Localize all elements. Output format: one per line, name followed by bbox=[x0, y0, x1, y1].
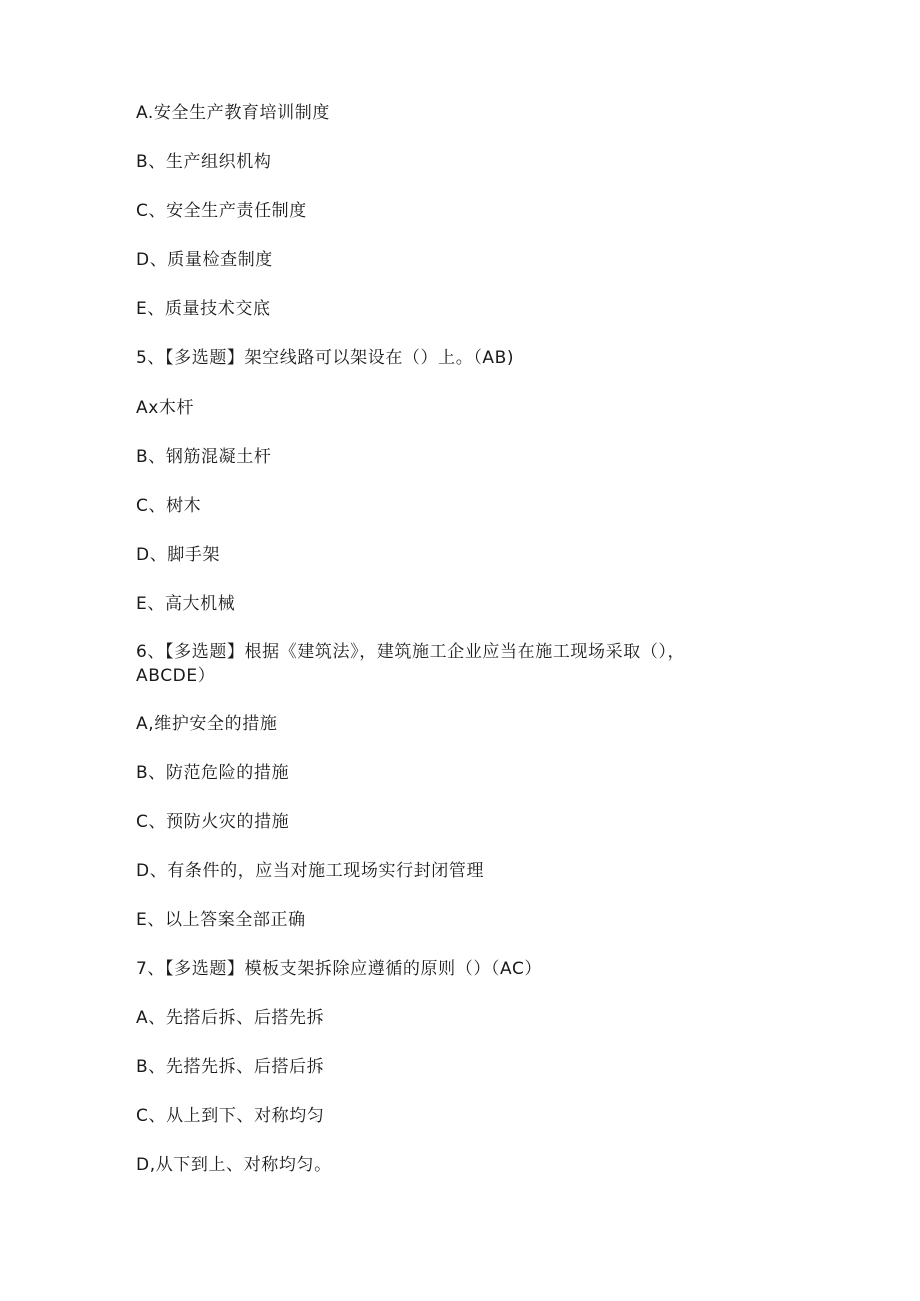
q5-option-e: E、高大机械 bbox=[136, 594, 236, 614]
option-e-text: E、质量技术交底 bbox=[136, 299, 271, 319]
option-c-text: C、安全生产责任制度 bbox=[136, 201, 307, 221]
q7-option-c: C、从上到下、对称均匀 bbox=[136, 1106, 325, 1126]
q5-option-a: Ax木杆 bbox=[136, 398, 195, 418]
q7-option-d: D,从下到上、对称均匀。 bbox=[136, 1155, 332, 1175]
question-7-text: 7、【多选题】模板支架拆除应遵循的原则（）（AC） bbox=[136, 959, 543, 979]
question-5-text: 5、【多选题】架空线路可以架设在（）上。（AB) bbox=[136, 348, 515, 368]
q5-option-b: B、钢筋混凝土杆 bbox=[136, 447, 272, 467]
q6-option-a: A,维护安全的措施 bbox=[136, 714, 278, 734]
option-b-text: B、生产组织机构 bbox=[136, 152, 272, 172]
q6-option-b: B、防范危险的措施 bbox=[136, 763, 290, 783]
q7-option-b: B、先搭先拆、后搭后拆 bbox=[136, 1057, 325, 1077]
q5-option-d: D、脚手架 bbox=[136, 545, 221, 565]
q5-option-c: C、树木 bbox=[136, 496, 202, 516]
option-a-text: A.安全生产教育培训制度 bbox=[136, 103, 330, 123]
question-6-text: 6、【多选题】根据《建筑法》，建筑施工企业应当在施工现场采取（）， bbox=[136, 642, 686, 662]
question-6-answer: ABCDE） bbox=[136, 666, 216, 686]
q6-option-d: D、有条件的，应当对施工现场实行封闭管理 bbox=[136, 861, 485, 881]
q7-option-a: A、先搭后拆、后搭先拆 bbox=[136, 1008, 325, 1028]
q6-option-e: E、以上答案全部正确 bbox=[136, 910, 306, 930]
option-d-text: D、质量检查制度 bbox=[136, 250, 273, 270]
q6-option-c: C、预防火灾的措施 bbox=[136, 812, 290, 832]
